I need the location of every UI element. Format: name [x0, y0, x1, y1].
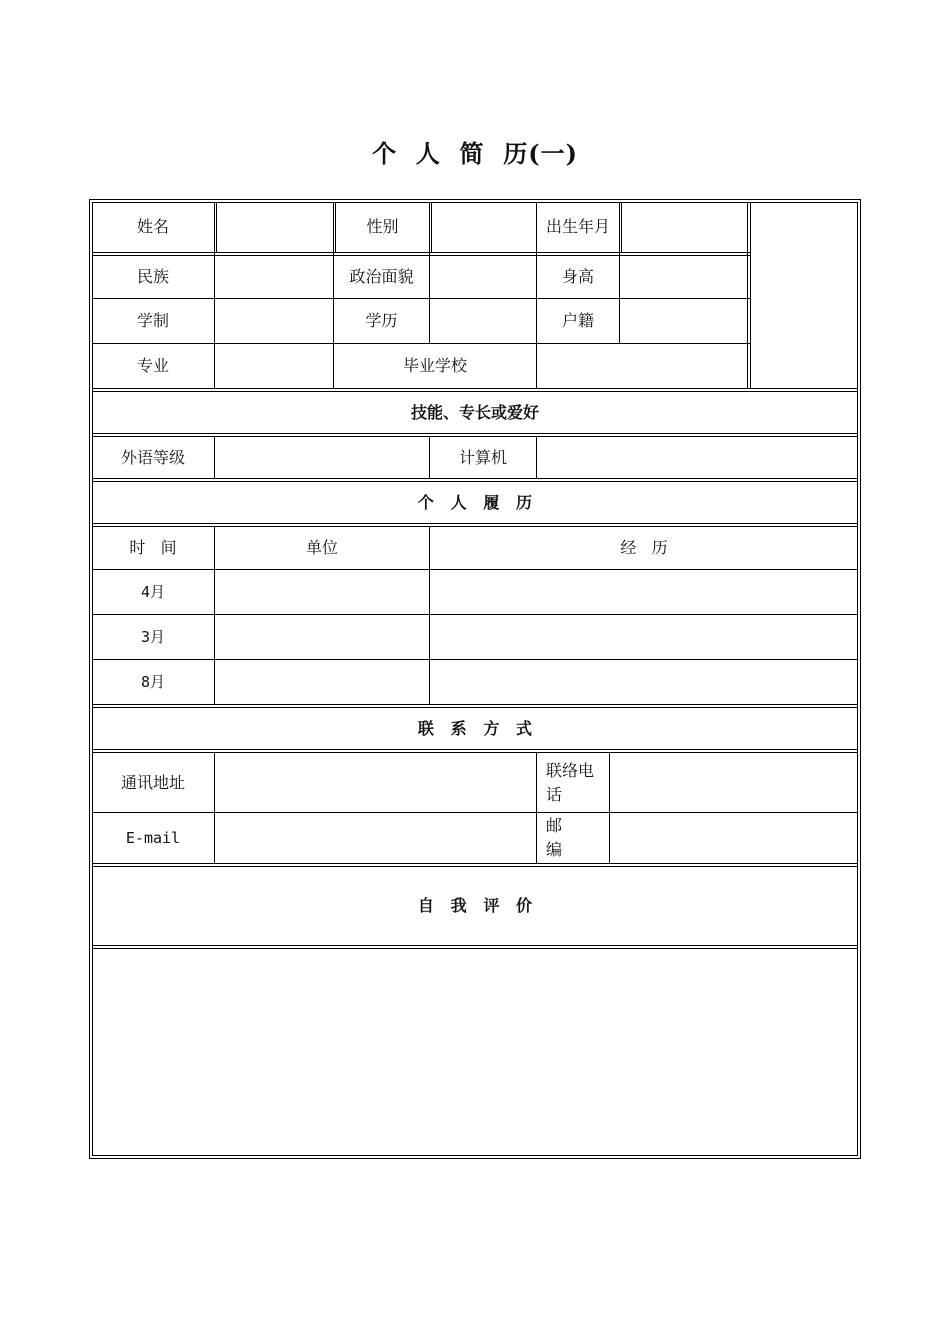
- divider: [92, 478, 858, 479]
- divider: [92, 945, 858, 946]
- divider: [92, 863, 858, 864]
- major-field[interactable]: [215, 344, 333, 388]
- ethnicity-label: 民族: [136, 267, 169, 286]
- experience-column-header: 经 历: [620, 538, 668, 557]
- name-field[interactable]: [217, 203, 333, 252]
- divider: [92, 749, 858, 750]
- history-row-unit[interactable]: [215, 660, 429, 704]
- major-label: 专业: [136, 356, 169, 375]
- zip-code-field[interactable]: [610, 813, 858, 863]
- divider: [92, 388, 858, 389]
- skills-heading: 技能、专长或爱好: [410, 402, 539, 422]
- page-title: 个 人 简 历(一): [372, 139, 578, 168]
- phone-label: 联络电话: [546, 760, 595, 804]
- graduate-school-label: 毕业学校: [402, 356, 467, 375]
- graduate-school-field[interactable]: [537, 344, 747, 388]
- zip-code-label: 邮编: [546, 816, 563, 859]
- history-row-experience[interactable]: [430, 570, 858, 614]
- computer-field[interactable]: [537, 437, 858, 478]
- history-row-unit[interactable]: [215, 615, 429, 659]
- address-label: 通讯地址: [120, 772, 185, 792]
- gender-field[interactable]: [432, 203, 536, 252]
- political-status-label: 政治面貌: [349, 267, 414, 286]
- birth-date-field[interactable]: [622, 203, 747, 252]
- political-status-field[interactable]: [430, 256, 536, 298]
- height-field[interactable]: [620, 256, 747, 298]
- divider: [92, 704, 858, 705]
- education-field[interactable]: [430, 299, 536, 343]
- computer-label: 计算机: [458, 447, 507, 467]
- address-field[interactable]: [215, 753, 536, 812]
- photo-area[interactable]: [751, 203, 857, 388]
- divider: [92, 433, 858, 434]
- gender-label: 性别: [366, 217, 399, 236]
- history-row-experience[interactable]: [430, 615, 858, 659]
- household-label: 户籍: [561, 311, 594, 330]
- history-heading: 个 人 履 历: [417, 492, 533, 512]
- divider: [747, 202, 748, 388]
- history-row-experience[interactable]: [430, 660, 858, 704]
- self-evaluation-field[interactable]: [93, 949, 857, 1155]
- self-evaluation-heading: 自 我 评 价: [417, 896, 533, 915]
- name-label: 姓名: [136, 217, 169, 236]
- schooling-length-label: 学制: [136, 311, 169, 330]
- history-row-time: 8月: [140, 673, 166, 691]
- household-field[interactable]: [620, 299, 747, 343]
- foreign-language-label: 外语等级: [120, 447, 185, 467]
- history-row-time: 3月: [140, 628, 166, 646]
- email-label: E-mail: [125, 829, 181, 847]
- history-row-unit[interactable]: [215, 570, 429, 614]
- divider: [92, 252, 750, 253]
- phone-field[interactable]: [610, 753, 858, 812]
- ethnicity-field[interactable]: [215, 256, 333, 298]
- divider: [92, 523, 858, 524]
- foreign-language-field[interactable]: [215, 437, 429, 478]
- history-row-time: 4月: [140, 583, 166, 601]
- time-column-header: 时 间: [129, 538, 177, 557]
- education-label: 学历: [365, 311, 398, 330]
- birth-date-label: 出生年月: [546, 217, 611, 236]
- unit-column-header: 单位: [305, 538, 338, 557]
- schooling-length-field[interactable]: [215, 299, 333, 343]
- height-label: 身高: [561, 267, 594, 286]
- contact-heading: 联 系 方 式: [417, 718, 533, 738]
- email-field[interactable]: [215, 813, 536, 863]
